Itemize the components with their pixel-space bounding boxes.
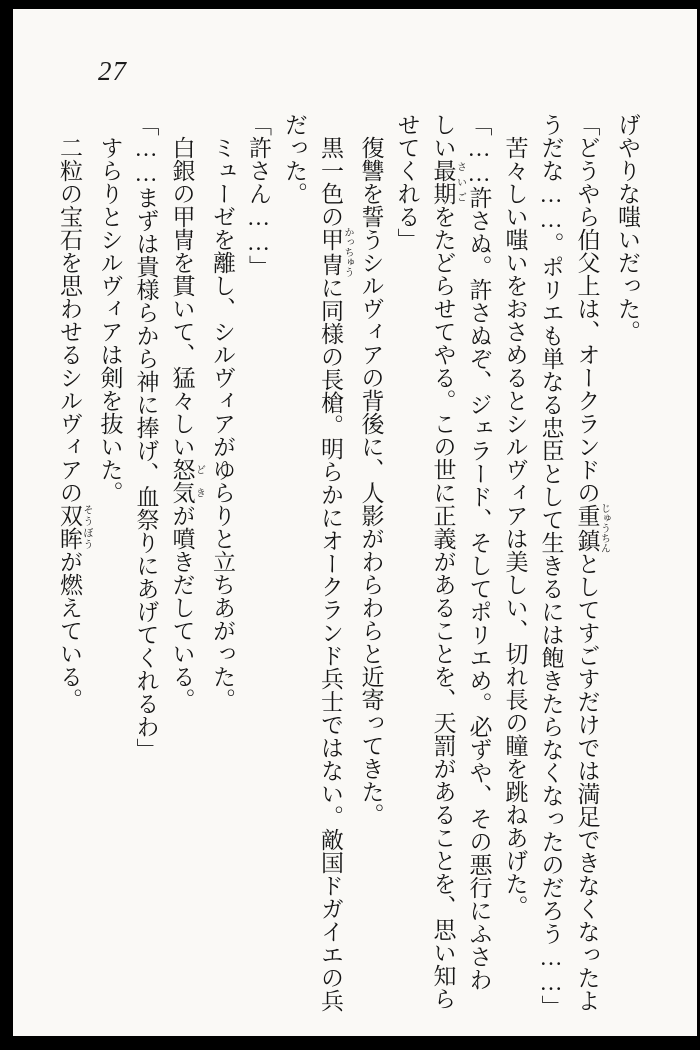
ruby-annotated-word: 重鎮 じゅうちん [574,503,610,553]
paragraph: げやりな嗤いだった。 [615,113,640,343]
ruby-annotated-word: 双眸 そうぼう [57,504,92,550]
paragraph: 苦々しい嗤いをおさめるとシルヴィアは美しい、切れ長の瞳を跳ねあげた。 [502,136,528,918]
paragraph: 「……まずは貴様らから神に捧げ、血祭りにあげてくれるわ」 [133,113,159,761]
paragraph: 復讐を誓うシルヴィアの背後に、人影がわらわらと近寄ってきた。 [358,136,384,826]
paragraph: 二粒の宝石を思わせるシルヴィアの双眸 そうぼうが燃えている。 [57,136,92,711]
paragraph: すらりとシルヴィアは剣を抜いた。 [97,136,123,504]
ruby-annotated-word: 最期 さいご [430,159,466,205]
paragraph: ミューゼを離し、シルヴィアがゆらりと立ちあがった。 [210,136,235,711]
ruby-annotated-word: 怒気 どき [169,458,205,504]
paragraph: 「どうやら伯父上は、オークランドの重鎮 じゅうちんとしてすごすだけでは満足できなくなったようだな……。ポリエも単なる忠臣として生きるには飽きたらなくなったのだろう……」 [538,113,610,1018]
paragraph: 白銀の甲冑を貫いて、猛々しい怒気 どきが噴きだしている。 [169,136,205,711]
paragraph: 黒一色の甲冑 かっちゅうに同様の長槍。明らかにオークランド兵士ではない。敵国ドガイエの兵だった。 [282,113,353,1012]
page-number: 27 [98,56,127,86]
paragraph: 「……許さぬ。許さぬぞ、ジェラード、そしてポリエめ。必ずや、その悪行にふさわしい最期 さいごをたどらせてやる。この世に正義があることを、天罰があることを、思い知らせてくれる」 [394,113,492,1010]
text-body [51,113,645,1018]
ruby-annotated-word: 甲冑 かっちゅう [318,227,353,277]
paragraph: 「許さん……」 [246,113,271,278]
